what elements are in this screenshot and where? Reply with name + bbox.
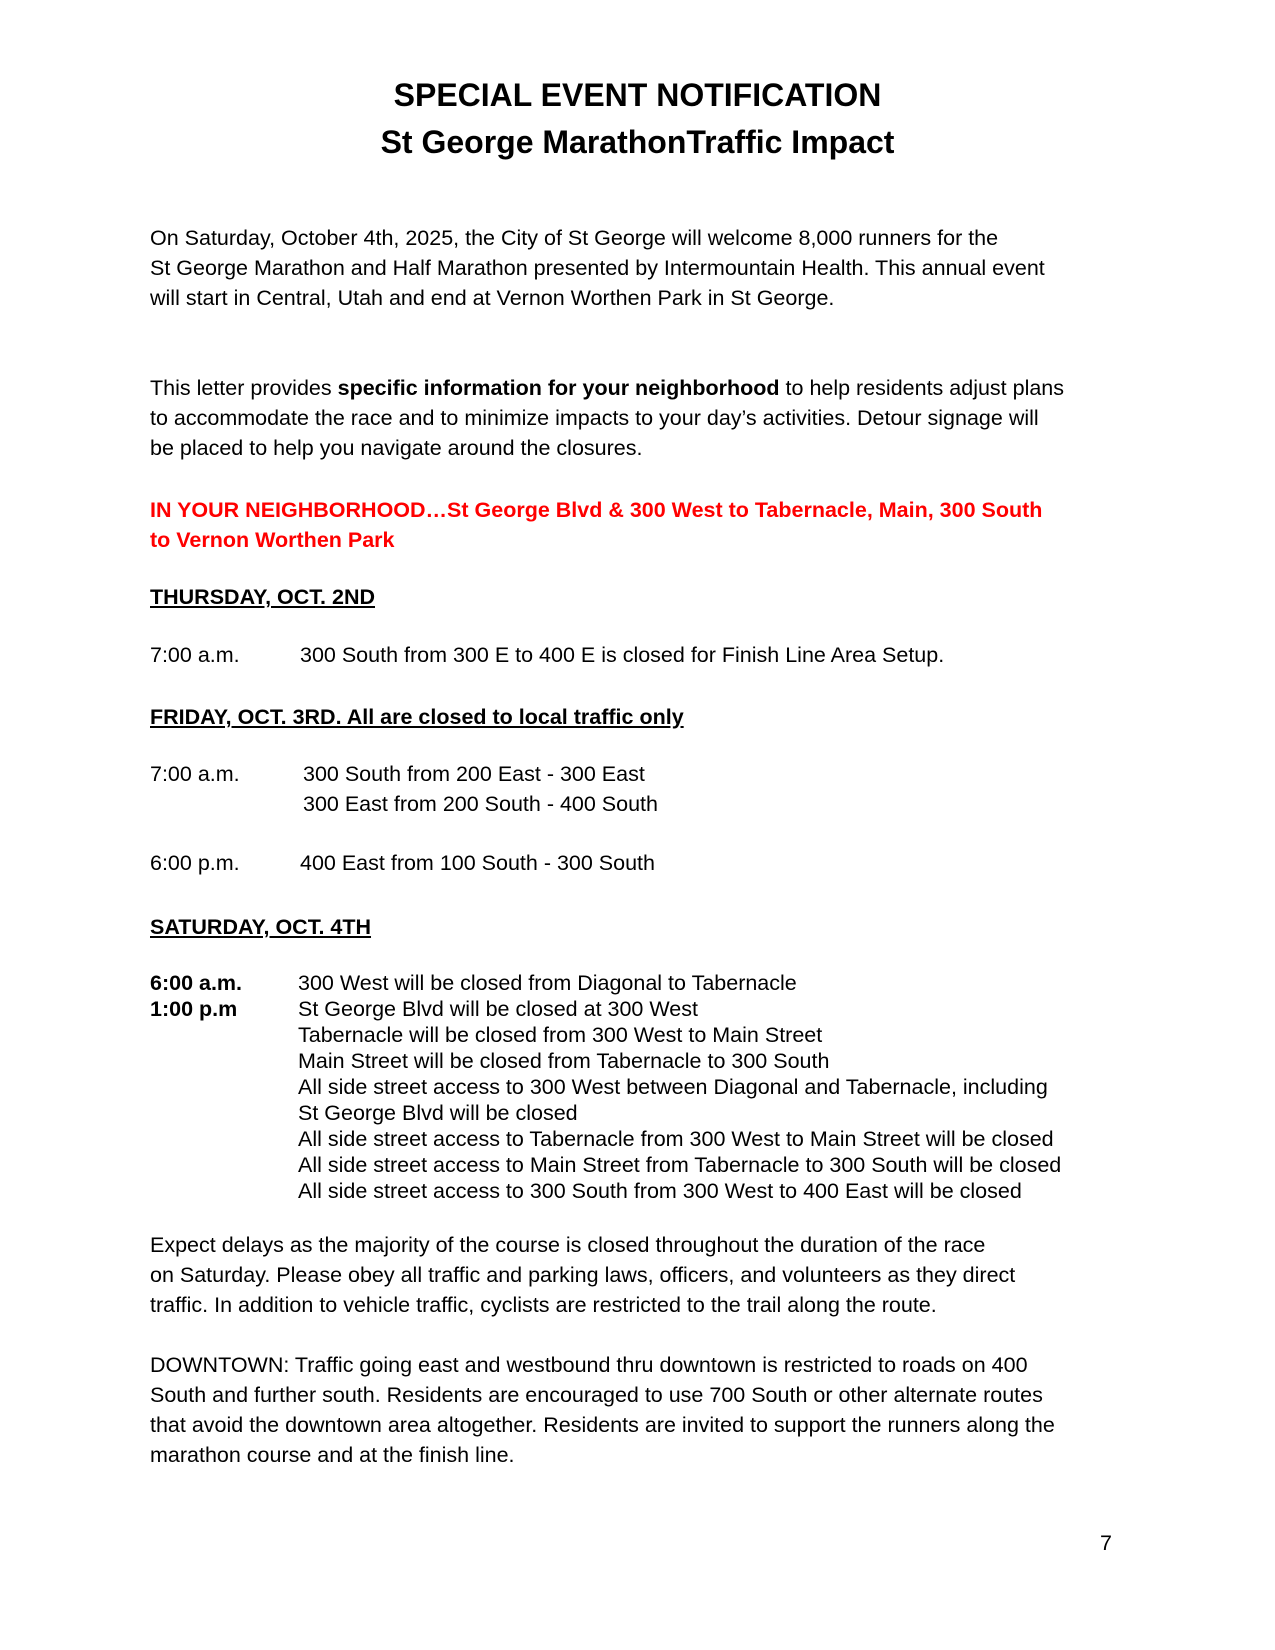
downtown-line: DOWNTOWN: Traffic going east and westbound thru downtown is restricted to roads on 400 — [150, 1353, 1028, 1377]
closure-description: All side street access to 300 South from 300 West to 400 East will be closed — [298, 1179, 1022, 1203]
intro-line: On Saturday, October 4th, 2025, the City of St George will welcome 8,000 runners for the — [150, 226, 999, 250]
closure-description: 300 West will be closed from Diagonal to Tabernacle — [298, 971, 797, 995]
letter-line-pre: This letter provides — [150, 376, 338, 400]
letter-line: be placed to help you navigate around the closures. — [150, 436, 643, 460]
letter-line — [150, 373, 1130, 403]
closure-description: Main Street will be closed from Tabernacle to 300 South — [298, 1049, 830, 1073]
closure-description: All side street access to 300 West between Diagonal and Tabernacle, including — [298, 1075, 1048, 1099]
letter-paragraph — [150, 373, 1130, 463]
intro-line: St George Marathon and Half Marathon presented by Intermountain Health. This annual event — [150, 256, 1045, 280]
closure-description: St George Blvd will be closed at 300 West — [298, 997, 698, 1021]
closure-time: 7:00 a.m. — [150, 762, 240, 786]
delays-line: Expect delays as the majority of the course is closed throughout the duration of the race — [150, 1233, 986, 1257]
downtown-line: marathon course and at the finish line. — [150, 1443, 515, 1467]
closure-time: 7:00 a.m. — [150, 643, 240, 667]
page-subtitle: St George MarathonTraffic Impact — [380, 124, 895, 160]
saturday-heading: SATURDAY, OCT. 4TH — [150, 915, 372, 939]
closure-description: Tabernacle will be closed from 300 West to Main Street — [298, 1023, 823, 1047]
intro-line: will start in Central, Utah and end at Vernon Worthen Park in St George. — [150, 286, 835, 310]
closure-start-time: 6:00 a.m. — [150, 971, 243, 995]
page-title: SPECIAL EVENT NOTIFICATION — [393, 77, 882, 113]
neighborhood-line: to Vernon Worthen Park — [150, 528, 395, 552]
letter-line-post: to help residents adjust plans — [779, 376, 1065, 400]
thursday-heading: THURSDAY, OCT. 2ND — [150, 585, 375, 609]
letter-emphasis: specific information for your neighborhood — [337, 376, 780, 400]
delays-line: on Saturday. Please obey all traffic and parking laws, officers, and volunteers as they direct — [150, 1263, 1016, 1287]
closure-description: St George Blvd will be closed — [298, 1101, 578, 1125]
saturday-time-range — [150, 970, 242, 1022]
neighborhood-notice — [150, 495, 1042, 555]
page-number: 7 — [1100, 1531, 1112, 1555]
neighborhood-line: IN YOUR NEIGHBORHOOD…St George Blvd & 300 West to Tabernacle, Main, 300 South — [150, 498, 1043, 522]
closure-time: 6:00 p.m. — [150, 851, 240, 875]
intro-paragraph — [150, 223, 1130, 313]
delays-paragraph — [150, 1230, 1130, 1320]
downtown-line: South and further south. Residents are encouraged to use 700 South or other alternate routes — [150, 1383, 1043, 1407]
downtown-paragraph — [150, 1350, 1130, 1470]
closure-description: All side street access to Main Street from Tabernacle to 300 South will be closed — [298, 1153, 1062, 1177]
closure-description: 400 East from 100 South - 300 South — [300, 851, 655, 875]
closure-description: 300 South from 300 E to 400 E is closed for Finish Line Area Setup. — [300, 643, 945, 667]
letter-line: to accommodate the race and to minimize impacts to your day’s activities. Detour signage will — [150, 406, 1039, 430]
friday-heading: FRIDAY, OCT. 3RD. All are closed to local traffic only — [150, 705, 684, 729]
closure-end-time: 1:00 p.m — [150, 997, 238, 1021]
delays-line: traffic. In addition to vehicle traffic, cyclists are restricted to the trail along the route. — [150, 1293, 937, 1317]
closure-description: 300 South from 200 East - 300 East — [303, 762, 645, 786]
closure-description: 300 East from 200 South - 400 South — [303, 792, 658, 816]
saturday-closure-list — [298, 970, 1061, 1204]
closure-description: All side street access to Tabernacle from 300 West to Main Street will be closed — [298, 1127, 1054, 1151]
downtown-line: that avoid the downtown area altogether. Residents are invited to support the runners along the — [150, 1413, 1055, 1437]
